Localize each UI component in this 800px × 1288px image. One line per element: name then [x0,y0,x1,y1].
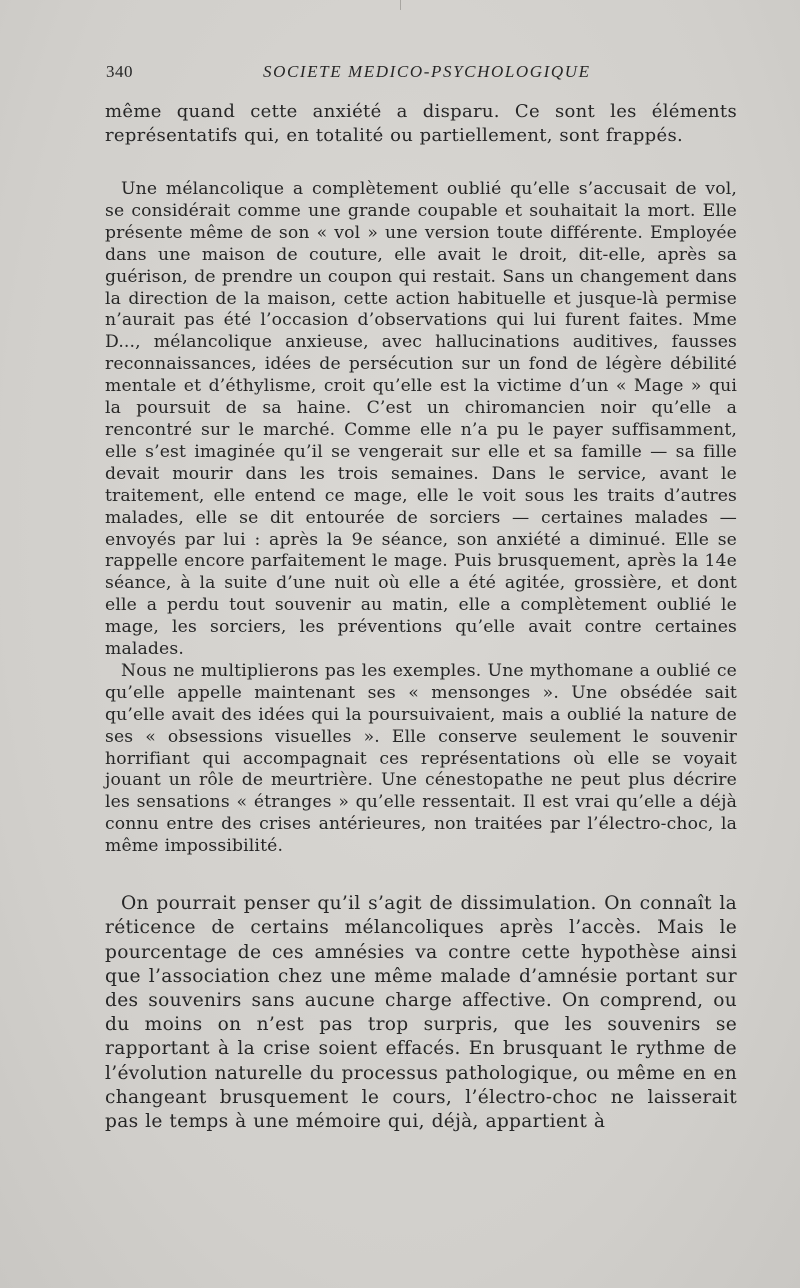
page-number: 340 [106,62,133,81]
paragraph-melancholic-case: Une mélancolique a complètement oublié qu’elle s’accusait de vol, se considérait comme une grande coupable et souhaitait la mort. Elle présente même de son « vol » une version toute différente. Employée dans une maison de couture, elle avait le droit, dit-elle, après sa guérison, de prendre un coupon qui restait. Sans un changement dans la direction de la maison, cette action habituelle et jusque-là permise n’aurait pas été l’occasion d’observations qui lui furent faites. Mme D..., mélancolique anxieuse, avec hallucinations auditives, fausses reconnaissances, idées de persécution sur un fond de légère débilité mentale et d’éthylisme, croit qu’elle est la victime d’un « Mage » qui la poursuit de sa haine. C’est un chiromancien noir qu’elle a rencontré sur le marché. Comme elle n’a pu le payer suffisamment, elle s’est imaginée qu’il se vengerait sur elle et sa famille — sa fille devait mourir dans les trois semaines. Dans le service, avant le traitement, elle entend ce mage, elle le voit sous les traits d’autres malades, elle se dit entourée de sorciers — certaines malades — envoyés par lui : après la 9e séance, son anxiété a diminué. Elle se rappelle encore parfaitement le mage. Puis brusquement, après la 14e séance, à la suite d’une nuit où elle a été agitée, grossière, et dont elle a perdu tout souvenir au matin, elle a complètement oublié le mage, les sorciers, les préventions qu’elle avait contre certaines malades. [105,179,737,660]
body-text [105,100,737,1134]
paragraph-examples: Nous ne multiplierons pas les exemples. Une mythomane a oublié ce qu’elle appelle maintenant ses « mensonges ». Une obsédée sait qu’elle avait des idées qui la poursuivaient, mais a oublié la nature de ses « obsessions visuelles ». Elle conserve seulement le souvenir horrifiant qui accompagnait ces représentations où elle se voyait jouant un rôle de meurtrière. Une cénestopathe ne peut plus décrire les sensations « étranges » qu’elle ressentait. Il est vrai qu’elle a déjà connu entre des crises antérieures, non traitées par l’électro-choc, la même impossibilité. [105,660,737,857]
top-tick-mark [400,0,401,10]
paragraph-dissimulation: On pourrait penser qu’il s’agit de dissimulation. On connaît la réticence de certains mélancoliques après l’accès. Mais le pourcentage de ces amnésies va contre cette hypothèse ainsi que l’association chez une même malade d’amnésie portant sur des souvenirs sans aucune charge affective. On comprend, ou du moins on n’est pas trop surpris, que les souvenirs se rapportant à la crise soient effacés. En brusquant le rythme de l’évolution naturelle du processus pathologique, ou même en en changeant brusquement le cours, l’électro-choc ne laisserait pas le temps à une mémoire qui, déjà, appartient à [105,893,737,1132]
paragraph-continuation: même quand cette anxiété a disparu. Ce sont les éléments représentatifs qui, en totalité ou partiellement, sont frappés. [105,101,737,146]
page-header [106,62,706,86]
running-head: SOCIETE MEDICO-PSYCHOLOGIQUE [263,62,591,81]
